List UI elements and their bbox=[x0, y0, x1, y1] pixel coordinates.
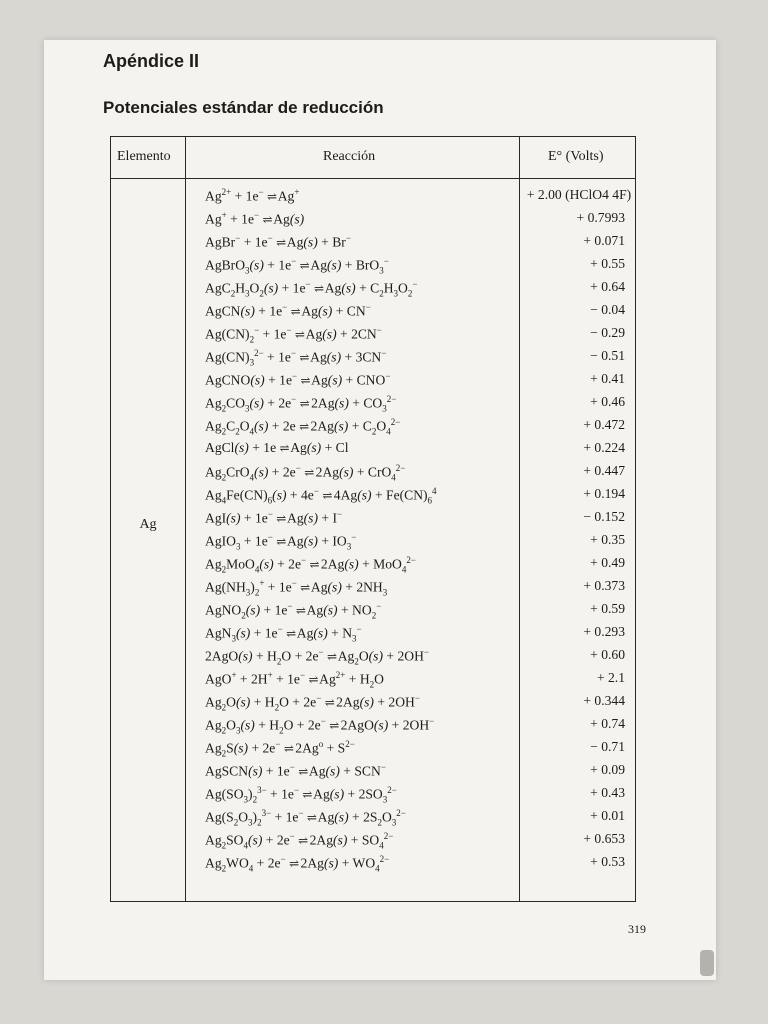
potential-cell: + 0.60 bbox=[590, 647, 625, 662]
reaction-cell: $Ag^{2+} + 1e^-$ ⇌ Ag+ bbox=[205, 187, 300, 204]
table-row bbox=[111, 254, 635, 277]
reaction-cell: $Ag(CN)_3^{2-} + 1e^-$ ⇌ Ag(s) + 3CN− bbox=[205, 348, 387, 368]
reaction-cell: AgO+ + 2H+ + 1e− ⇌ $Ag^{2+} + H_2O$ bbox=[205, 670, 384, 690]
table-row bbox=[111, 415, 635, 438]
potential-cell: + 0.293 bbox=[583, 624, 625, 639]
reaction-cell: $Ag_2MoO_4(s) + 2e^-$ ⇌ 2Ag(s) + MoO$_4^{2-}$ bbox=[205, 555, 416, 575]
table-header bbox=[111, 137, 635, 179]
potential-cell: + 0.344 bbox=[583, 693, 625, 708]
element-cell: Ag bbox=[139, 517, 157, 532]
potential-cell: + 0.41 bbox=[590, 371, 625, 386]
potential-cell: + 0.74 bbox=[590, 716, 625, 731]
table-row bbox=[111, 185, 635, 208]
table-row bbox=[111, 645, 635, 668]
reaction-cell: $AgC_2H_3O_2(s) + 1e^-$ ⇌ $Ag(s) + C_2H_3O_2^-$ bbox=[205, 279, 418, 299]
reaction-cell: AgIO$_3$ + 1e− ⇌ $Ag(s) + IO_3^-$ bbox=[205, 532, 357, 552]
table-row bbox=[111, 576, 635, 599]
reaction-cell: $Ag_2CO_3(s) + 2e^-$ ⇌ $2Ag(s) + CO_3^{2-}$ bbox=[205, 394, 397, 414]
reaction-cell: AgBr− + 1e− ⇌ Ag(s) + Br− bbox=[205, 233, 351, 250]
reaction-cell: AgI(s) + 1e− ⇌ Ag(s) + I− bbox=[205, 509, 343, 526]
header-element: Elemento bbox=[117, 149, 171, 164]
table-row bbox=[111, 852, 635, 875]
table-row bbox=[111, 530, 635, 553]
reaction-cell: AgN$_3$(s) + 1e− ⇌ $Ag(s) + N_3^-$ bbox=[205, 624, 362, 644]
reaction-cell: AgNO$_2$(s) + 1e− ⇌ $Ag(s) + NO_2^-$ bbox=[205, 601, 382, 621]
potential-cell: + 0.64 bbox=[590, 279, 625, 294]
table-row bbox=[111, 346, 635, 369]
potential-cell: + 0.09 bbox=[590, 762, 625, 777]
potential-cell: + 2.00 (HClO4 4F) bbox=[526, 187, 632, 202]
table-row bbox=[111, 783, 635, 806]
reaction-cell: AgCNO(s) + 1e− ⇌ Ag(s) + CNO− bbox=[205, 371, 391, 388]
reaction-cell: Ag+ + 1e− ⇌ Ag(s) bbox=[205, 210, 305, 227]
table-row bbox=[111, 208, 635, 231]
section-title: Potenciales estándar de reducción bbox=[103, 98, 384, 117]
potential-cell: + 0.373 bbox=[583, 578, 625, 593]
potential-cell: + 0.071 bbox=[583, 233, 625, 248]
potential-cell: + 0.49 bbox=[590, 555, 625, 570]
table-row bbox=[111, 622, 635, 645]
table-row bbox=[111, 277, 635, 300]
table-row bbox=[111, 668, 635, 691]
table-row bbox=[111, 484, 635, 507]
header-reaction: Reacción bbox=[323, 149, 376, 164]
table-row bbox=[111, 461, 635, 484]
table-row bbox=[111, 231, 635, 254]
potential-cell: + 0.59 bbox=[590, 601, 625, 616]
reaction-cell: $Ag(NH_3)_2^+ + 1e^-$ ⇌ $Ag(s) + 2NH_3$ bbox=[205, 578, 388, 598]
reaction-cell: $Ag_2O_3(s) + H_2O + 2e^-$ ⇌ 2AgO(s) + 2OH− bbox=[205, 716, 435, 736]
table-row bbox=[111, 737, 635, 760]
reaction-cell: $Ag(S_2O_3)_2^{3-} + 1e^-$ ⇌ $Ag(s) + 2S_2O_3^{2-}$ bbox=[205, 808, 406, 828]
table-row bbox=[111, 300, 635, 323]
reduction-potentials-table bbox=[110, 136, 636, 902]
table-row bbox=[111, 829, 635, 852]
potential-cell: − 0.29 bbox=[590, 325, 625, 340]
table-row bbox=[111, 714, 635, 737]
potential-cell: + 0.43 bbox=[590, 785, 625, 800]
reaction-cell: $Ag_4Fe(CN)_6(s) + 4e^-$ ⇌ $4Ag(s) + Fe(CN)_6^4$ bbox=[205, 486, 437, 506]
page-edge-mark bbox=[700, 950, 714, 976]
potential-cell: + 0.53 bbox=[590, 854, 625, 869]
table-body bbox=[111, 185, 635, 875]
page-number: 319 bbox=[628, 922, 646, 936]
potential-cell: + 2.1 bbox=[596, 670, 625, 685]
potential-cell: + 0.472 bbox=[583, 417, 625, 432]
potential-cell: − 0.04 bbox=[590, 302, 625, 317]
header-potential: E° (Volts) bbox=[548, 149, 604, 164]
reaction-cell: $Ag(CN)_2^- + 1e^-$ ⇌ Ag(s) + 2CN− bbox=[205, 325, 382, 345]
potential-cell: + 0.46 bbox=[590, 394, 625, 409]
reaction-cell: $Ag_2CrO_4(s) + 2e^-$ ⇌ 2Ag(s) + CrO$_4^{2-}$ bbox=[205, 463, 406, 483]
table-row bbox=[111, 369, 635, 392]
reaction-cell: AgBrO$_3$(s) + 1e− ⇌ Ag(s) + BrO$_3$− bbox=[205, 256, 389, 276]
table-row bbox=[111, 507, 635, 530]
reaction-cell: AgCl(s) + 1e ⇌ Ag(s) + Cl bbox=[205, 440, 349, 455]
reaction-cell: AgCN(s) + 1e− ⇌ Ag(s) + CN− bbox=[205, 302, 371, 319]
table-row bbox=[111, 553, 635, 576]
table-row bbox=[111, 323, 635, 346]
potential-cell: + 0.01 bbox=[590, 808, 625, 823]
table-row bbox=[111, 438, 635, 461]
potential-cell: + 0.224 bbox=[583, 440, 625, 455]
reaction-cell: $2AgO(s) + H_2O + 2e^-$ ⇌ $Ag_2O(s) + 2OH^-$ bbox=[205, 647, 429, 667]
potential-cell: + 0.35 bbox=[590, 532, 625, 547]
potential-cell: + 0.7993 bbox=[576, 210, 625, 225]
potential-cell: − 0.152 bbox=[583, 509, 625, 524]
reaction-cell: $Ag_2SO_4(s) + 2e^-$ ⇌ $2Ag(s) + SO_4^{2-}$ bbox=[205, 831, 394, 851]
potential-cell: − 0.71 bbox=[590, 739, 625, 754]
table-row bbox=[111, 806, 635, 829]
table-row bbox=[111, 760, 635, 783]
reaction-cell: $Ag_2WO_4 + 2e^-$ ⇌ $2Ag(s) + WO_4^{2-}$ bbox=[205, 854, 390, 874]
potential-cell: + 0.447 bbox=[583, 463, 625, 478]
appendix-title: Apéndice II bbox=[103, 51, 200, 71]
table-row bbox=[111, 691, 635, 714]
reaction-cell: $Ag_2S(s) + 2e^-$ ⇌ $2Ag^o + S^{2-}$ bbox=[205, 739, 355, 759]
potential-cell: − 0.51 bbox=[590, 348, 625, 363]
table-row bbox=[111, 392, 635, 415]
reaction-cell: $Ag_2O(s) + H_2O + 2e^-$ ⇌ 2Ag(s) + 2OH− bbox=[205, 693, 420, 713]
reaction-cell: $Ag_2C_2O_4(s) + 2e$ ⇌ $2Ag(s) + C_2O_4^{2-}$ bbox=[205, 417, 401, 437]
potential-cell: + 0.653 bbox=[583, 831, 625, 846]
reaction-cell: AgSCN(s) + 1e− ⇌ Ag(s) + SCN− bbox=[205, 762, 386, 779]
reaction-cell: $Ag(SO_3)_2^{3-} + 1e^-$ ⇌ $Ag(s) + 2SO_3^{2-}$ bbox=[205, 785, 397, 805]
potential-cell: + 0.194 bbox=[583, 486, 625, 501]
table-row bbox=[111, 599, 635, 622]
potential-cell: + 0.55 bbox=[590, 256, 625, 271]
